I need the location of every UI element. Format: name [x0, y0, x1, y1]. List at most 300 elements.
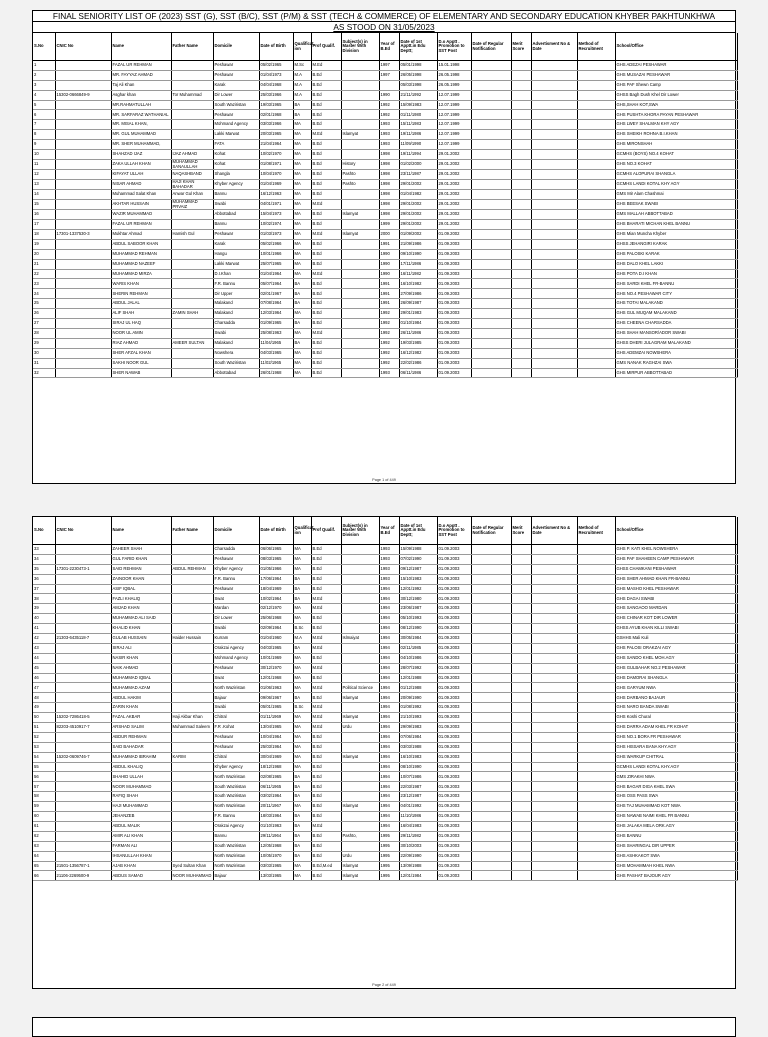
cell-school-office: GHSS Bagh Dush Khel Dir Lower: [615, 90, 737, 100]
cell-qualification: MA: [293, 170, 311, 180]
cell-prof-qualification: B.Ed: [311, 249, 341, 259]
cell-qualification: BA: [293, 831, 311, 841]
cell-father-name: [171, 368, 213, 378]
cell-subjects: [341, 70, 379, 80]
cell-sno: 17: [33, 220, 55, 230]
cell-advertisement: [531, 328, 577, 338]
cell-dob: 25/07/1965: [259, 259, 293, 269]
cell-cnic: [55, 653, 111, 663]
cell-name: ZAHEER SHAH: [111, 545, 171, 555]
cell-domicile: Hangu: [213, 249, 259, 259]
cell-first-appointment: 29/01/2002: [399, 210, 437, 220]
cell-qualification: MA: [293, 190, 311, 200]
cell-merit-score: [511, 61, 531, 71]
cell-sst-promotion: 01.09.2003: [437, 871, 471, 881]
cell-subjects: [341, 653, 379, 663]
cell-father-name: AMEER SULTAN: [171, 338, 213, 348]
cell-cnic: [55, 289, 111, 299]
table-row: [33, 200, 737, 210]
cell-domicile: Chitral: [213, 752, 259, 762]
cell-prof-qualification: B.Ed: [311, 368, 341, 378]
cell-subjects: [341, 584, 379, 594]
cell-merit-score: [511, 120, 531, 130]
cell-father-name: [171, 624, 213, 634]
cell-first-appointment: 01/04/1982: [399, 190, 437, 200]
header-merit-score: Merit Score: [511, 33, 531, 61]
cell-qualification: BA: [293, 693, 311, 703]
cell-name: MR.RAHMATULLAH: [111, 100, 171, 110]
cell-merit-score: [511, 772, 531, 782]
cell-qualification: BA: [293, 319, 311, 329]
cell-prof-qualification: B.Ed: [311, 673, 341, 683]
cell-regular-notification: [471, 130, 511, 140]
cell-domicile: North Waziristan: [213, 683, 259, 693]
cell-domicile: Bajaur: [213, 871, 259, 881]
cell-domicile: Peshawar: [213, 554, 259, 564]
cell-regular-notification: [471, 604, 511, 614]
cell-sno: 47: [33, 683, 55, 693]
cell-domicile: Peshawar: [213, 110, 259, 120]
cell-subjects: [341, 564, 379, 574]
cell-method: [577, 120, 615, 130]
header-merit-score: Merit Score: [511, 517, 531, 545]
header-name: Name: [111, 33, 171, 61]
cell-bed-year: 2000: [379, 230, 399, 240]
table-row: [33, 841, 737, 851]
header-sno: S.No: [33, 33, 55, 61]
cell-qualification: M.A: [293, 70, 311, 80]
cell-advertisement: [531, 742, 577, 752]
cell-prof-qualification: B.Ed: [311, 120, 341, 130]
cell-name: AKHTAR HUSSAIN: [111, 200, 171, 210]
cell-qualification: M.A: [293, 634, 311, 644]
cell-domicile: Kohat: [213, 159, 259, 169]
cell-sst-promotion: 12.07.1999: [437, 130, 471, 140]
cell-dob: 06/11/1965: [259, 782, 293, 792]
cell-qualification: MA: [293, 328, 311, 338]
cell-prof-qualification: B.Ed: [311, 319, 341, 329]
cell-father-name: Haider Hussain: [171, 634, 213, 644]
cell-merit-score: [511, 90, 531, 100]
cell-qualification: BA: [293, 574, 311, 584]
cell-first-appointment: 01/10/1984: [399, 319, 437, 329]
cell-method: [577, 752, 615, 762]
cell-method: [577, 574, 615, 584]
cell-subjects: Islamyat: [341, 130, 379, 140]
cell-subjects: Islamyat: [341, 230, 379, 240]
cell-domicile: Mardan: [213, 604, 259, 614]
cell-name: Taj Ali Khan: [111, 80, 171, 90]
cell-method: [577, 614, 615, 624]
cell-merit-score: [511, 792, 531, 802]
cell-qualification: MA: [293, 159, 311, 169]
cell-father-name: [171, 348, 213, 358]
cell-prof-qualification: B.Ed: [311, 732, 341, 742]
cell-prof-qualification: B.Ed: [311, 693, 341, 703]
cell-dob: 18/12/1968: [259, 762, 293, 772]
table-row: [33, 130, 737, 140]
cell-advertisement: [531, 841, 577, 851]
cell-cnic: [55, 299, 111, 309]
cell-first-appointment: 15/09/1983: [399, 100, 437, 110]
cell-bed-year: 1993: [379, 368, 399, 378]
cell-sst-promotion: 01.09.2003: [437, 713, 471, 723]
cell-dob: 01/08/1971: [259, 159, 293, 169]
cell-sst-promotion: 12.07.1999: [437, 100, 471, 110]
cell-qualification: MA: [293, 150, 311, 160]
cell-name: ABDUL HAKIM: [111, 693, 171, 703]
cell-sst-promotion: 01.09.2003: [437, 249, 471, 259]
cell-bed-year: 1998: [379, 170, 399, 180]
cell-method: [577, 703, 615, 713]
cell-school-office: GHS SHARINGAL DIR UPPER: [615, 841, 737, 851]
cell-dob: 30/04/1969: [259, 752, 293, 762]
cell-regular-notification: [471, 150, 511, 160]
cell-name: NOOR MUHAMMAD: [111, 782, 171, 792]
cell-regular-notification: [471, 61, 511, 71]
cell-cnic: 21303-6435118-7: [55, 634, 111, 644]
cell-method: [577, 80, 615, 90]
cell-advertisement: [531, 762, 577, 772]
cell-method: [577, 554, 615, 564]
cell-merit-score: [511, 663, 531, 673]
cell-domicile: South Waziristan: [213, 100, 259, 110]
cell-qualification: MA: [293, 348, 311, 358]
cell-merit-score: [511, 348, 531, 358]
cell-method: [577, 762, 615, 772]
cell-cnic: [55, 279, 111, 289]
cell-name: MR. SARFARAZ WATHANIAL: [111, 110, 171, 120]
cell-sno: 55: [33, 762, 55, 772]
cell-method: [577, 782, 615, 792]
cell-advertisement: [531, 299, 577, 309]
cell-prof-qualification: M.Ed: [311, 594, 341, 604]
cell-advertisement: [531, 564, 577, 574]
table-row: [33, 220, 737, 230]
cell-dob: 02/01/1967: [259, 289, 293, 299]
cell-regular-notification: [471, 279, 511, 289]
cell-advertisement: [531, 782, 577, 792]
cell-name: MUHAMMAD IQBAL: [111, 673, 171, 683]
cell-prof-qualification: M.Ed: [311, 703, 341, 713]
cell-merit-score: [511, 220, 531, 230]
cell-sno: 64: [33, 851, 55, 861]
cell-dob: 01/04/1964: [259, 269, 293, 279]
cell-sno: 56: [33, 772, 55, 782]
cell-first-appointment: 16/10/1983: [399, 752, 437, 762]
table-row: [33, 358, 737, 368]
cell-bed-year: 1992: [379, 110, 399, 120]
cell-sno: 10: [33, 150, 55, 160]
cell-advertisement: [531, 179, 577, 189]
cell-regular-notification: [471, 851, 511, 861]
cell-merit-score: [511, 871, 531, 881]
cell-prof-qualification: B.Ed: [311, 170, 341, 180]
cell-domicile: Dir Lower: [213, 90, 259, 100]
cell-merit-score: [511, 179, 531, 189]
cell-name: KHALID KHAN: [111, 624, 171, 634]
cell-name: SHER NAWAB: [111, 368, 171, 378]
cell-domicile: Lakki Marwat: [213, 259, 259, 269]
cell-prof-qualification: M.Ed: [311, 663, 341, 673]
cell-domicile: Khyber Agency: [213, 762, 259, 772]
cell-cnic: [55, 742, 111, 752]
cell-merit-score: [511, 634, 531, 644]
cell-prof-qualification: M.Ed: [311, 269, 341, 279]
cell-domicile: Swabi: [213, 328, 259, 338]
cell-advertisement: [531, 723, 577, 733]
table-row: [33, 90, 737, 100]
table-row: [33, 70, 737, 80]
cell-method: [577, 732, 615, 742]
cell-prof-qualification: M.Ed: [311, 643, 341, 653]
cell-sst-promotion: 29.01.2002: [437, 200, 471, 210]
cell-name: RAFIQ SHAH: [111, 792, 171, 802]
cell-regular-notification: [471, 574, 511, 584]
cell-first-appointment: 04/10/1986: [399, 653, 437, 663]
cell-sno: 13: [33, 179, 55, 189]
cell-sst-promotion: 01.09.2003: [437, 772, 471, 782]
cell-advertisement: [531, 110, 577, 120]
cell-first-appointment: 29/09/1983: [399, 723, 437, 733]
cell-school-office: GHS LWEY SHALMAN KHY AGY: [615, 120, 737, 130]
cell-prof-qualification: M.Ed: [311, 683, 341, 693]
cell-prof-qualification: B.Ed: [311, 831, 341, 841]
cell-bed-year: 1994: [379, 703, 399, 713]
header-advertisement: Advertisment No & Date: [531, 33, 577, 61]
header-subjects: Subject(s) in Master With Division: [341, 33, 379, 61]
cell-advertisement: [531, 210, 577, 220]
title-line-2: AS STOOD ON 31/05/2023: [333, 22, 435, 32]
cell-sst-promotion: 15.01.1998: [437, 61, 471, 71]
cell-advertisement: [531, 239, 577, 249]
cell-dob: 11/04/1965: [259, 338, 293, 348]
cell-domicile: FATA: [213, 140, 259, 150]
cell-first-appointment: 21/10/1993: [399, 713, 437, 723]
cell-father-name: [171, 554, 213, 564]
cell-name: GUL FARID KHAN: [111, 554, 171, 564]
cell-qualification: BA: [293, 792, 311, 802]
cell-sno: 35: [33, 564, 55, 574]
table-row: [33, 309, 737, 319]
cell-school-office: GHS NARO BANDA SWABI: [615, 703, 737, 713]
cell-advertisement: [531, 309, 577, 319]
cell-qualification: MA: [293, 269, 311, 279]
cell-merit-score: [511, 851, 531, 861]
cell-sst-promotion: 01.09.2003: [437, 338, 471, 348]
cell-bed-year: 1991: [379, 299, 399, 309]
cell-name: NASIR KHAN: [111, 653, 171, 663]
cell-domicile: Mohmand Agency: [213, 120, 259, 130]
table-row: [33, 338, 737, 348]
cell-subjects: Islamyat: [341, 802, 379, 812]
cell-advertisement: [531, 614, 577, 624]
cell-domicile: Swat: [213, 673, 259, 683]
cell-qualification: BA: [293, 772, 311, 782]
cell-cnic: [55, 703, 111, 713]
cell-merit-score: [511, 604, 531, 614]
header-prof-qualification: Prof Qualif.: [311, 33, 341, 61]
cell-dob: 02/08/1965: [259, 772, 293, 782]
cell-method: [577, 200, 615, 210]
cell-father-name: [171, 821, 213, 831]
cell-domicile: Nowshera: [213, 348, 259, 358]
cell-father-name: [171, 110, 213, 120]
cell-father-name: [171, 762, 213, 772]
cell-sst-promotion: 01.09.2003: [437, 703, 471, 713]
cell-dob: 12/01/1968: [259, 673, 293, 683]
cell-father-name: [171, 574, 213, 584]
cell-father-name: [171, 831, 213, 841]
cell-qualification: BA: [293, 299, 311, 309]
cell-sst-promotion: 01.09.2003: [437, 752, 471, 762]
cell-first-appointment: 21/11/1992: [399, 90, 437, 100]
cell-dob: 04/01/1971: [259, 200, 293, 210]
cell-method: [577, 338, 615, 348]
cell-qualification: B.Sc: [293, 703, 311, 713]
cell-domicile: D.I.Khan: [213, 269, 259, 279]
cell-domicile: Khyber Agency: [213, 564, 259, 574]
cell-regular-notification: [471, 259, 511, 269]
page-1: [32, 10, 736, 484]
cell-father-name: [171, 358, 213, 368]
cell-bed-year: 1994: [379, 584, 399, 594]
cell-prof-qualification: B.Ed,M.ed: [311, 861, 341, 871]
cell-name: SHAHID ULLAH: [111, 772, 171, 782]
cell-method: [577, 348, 615, 358]
cell-sno: 8: [33, 130, 55, 140]
cell-father-name: [171, 802, 213, 812]
cell-prof-qualification: B.Ed: [311, 190, 341, 200]
cell-method: [577, 61, 615, 71]
cell-regular-notification: [471, 230, 511, 240]
cell-sst-promotion: 01.09.2003: [437, 762, 471, 772]
cell-bed-year: 1994: [379, 821, 399, 831]
cell-school-office: GHS SARDI KHEL FR-BANNU: [615, 279, 737, 289]
cell-dob: 01/09/1965: [259, 319, 293, 329]
cell-dob: 25/03/1964: [259, 742, 293, 752]
cell-bed-year: 1994: [379, 812, 399, 822]
cell-sst-promotion: 01.09.2003: [437, 614, 471, 624]
cell-subjects: [341, 812, 379, 822]
cell-qualification: MA: [293, 614, 311, 624]
cell-merit-score: [511, 752, 531, 762]
cell-subjects: [341, 61, 379, 71]
cell-domicile: Peshawar: [213, 742, 259, 752]
cell-dob: 30/12/1970: [259, 663, 293, 673]
page-2: [32, 516, 736, 989]
cell-sno: 11: [33, 159, 55, 169]
table-row: [33, 210, 737, 220]
cell-regular-notification: [471, 792, 511, 802]
cell-dob: 25/08/1963: [259, 328, 293, 338]
cell-domicile: Malakand: [213, 299, 259, 309]
cell-father-name: [171, 693, 213, 703]
cell-first-appointment: 01/12/1988: [399, 683, 437, 693]
cell-cnic: [55, 624, 111, 634]
cell-prof-qualification: B.Ed: [311, 70, 341, 80]
cell-school-office: GHS DALO KHEL LAKKI: [615, 259, 737, 269]
cell-subjects: [341, 259, 379, 269]
cell-advertisement: [531, 732, 577, 742]
table-row: [33, 80, 737, 90]
cell-method: [577, 723, 615, 733]
cell-name: MR. MISAL KHAN,: [111, 120, 171, 130]
cell-subjects: History: [341, 159, 379, 169]
cell-regular-notification: [471, 742, 511, 752]
cell-prof-qualification: M.Ed: [311, 61, 341, 71]
cell-sst-promotion: 01.09.2003: [437, 782, 471, 792]
cell-father-name: [171, 604, 213, 614]
cell-advertisement: [531, 100, 577, 110]
cell-school-office: GHS SHEIKH ROHNA B.I.KHAN: [615, 130, 737, 140]
cell-bed-year: 1994: [379, 634, 399, 644]
cell-school-office: GHS WARKUP CHITRAL: [615, 752, 737, 762]
cell-subjects: Islamyat: [341, 752, 379, 762]
cell-qualification: BA: [293, 100, 311, 110]
cell-regular-notification: [471, 239, 511, 249]
cell-father-name: [171, 269, 213, 279]
cell-dob: 26/01/1968: [259, 368, 293, 378]
cell-cnic: [55, 80, 111, 90]
cell-advertisement: [531, 584, 577, 594]
header-qualification: Qualificat ion: [293, 517, 311, 545]
table-row: [33, 584, 737, 594]
cell-prof-qualification: B.Ed: [311, 220, 341, 230]
cell-name: MR. SHER MUHAMMAD,: [111, 140, 171, 150]
cell-first-appointment: 29/01/1983: [399, 309, 437, 319]
cell-school-office: GHS PALOSKI KARAK: [615, 249, 737, 259]
cell-first-appointment: 11/10/1986: [399, 812, 437, 822]
cell-school-office: GCMHS ALOPURAI SHANGLA: [615, 170, 737, 180]
cell-regular-notification: [471, 871, 511, 881]
cell-dob: 08/03/1965: [259, 554, 293, 564]
cell-sno: 27: [33, 319, 55, 329]
cell-name: GULAB HUSSAIN: [111, 634, 171, 644]
cell-dob: 01/04/1973: [259, 70, 293, 80]
table-row: [33, 249, 737, 259]
cell-sno: 24: [33, 289, 55, 299]
cell-advertisement: [531, 752, 577, 762]
header-dob: Date of Birth: [259, 33, 293, 61]
cell-domicile: Mohmand Agency: [213, 653, 259, 663]
cell-domicile: Malakand: [213, 338, 259, 348]
cell-subjects: [341, 289, 379, 299]
cell-dob: 01/05/1966: [259, 564, 293, 574]
header-school-office: School/Office: [615, 33, 737, 61]
cell-father-name: [171, 210, 213, 220]
cell-merit-score: [511, 210, 531, 220]
cell-name: SAID REHMAN: [111, 564, 171, 574]
cell-sst-promotion: 01.09.2003: [437, 564, 471, 574]
cell-first-appointment: 13/09/1988: [399, 861, 437, 871]
cell-dob: 29/11/1964: [259, 831, 293, 841]
cell-school-office: GHS P. KATI KHEL NOWSHERA: [615, 545, 737, 555]
cell-name: ZAINOOR KHAN: [111, 574, 171, 584]
cell-first-appointment: 17/11/1986: [399, 259, 437, 269]
cell-method: [577, 742, 615, 752]
cell-sst-promotion: 01.09.2003: [437, 358, 471, 368]
cell-subjects: Political Science: [341, 683, 379, 693]
cell-name: FARMAN ALI: [111, 841, 171, 851]
cell-sst-promotion: 29.01.2002: [437, 190, 471, 200]
cell-regular-notification: [471, 190, 511, 200]
table-row: [33, 851, 737, 861]
cell-advertisement: [531, 130, 577, 140]
cell-name: ABDUL JALAL: [111, 299, 171, 309]
cell-name: FAZLI KHALIQ: [111, 594, 171, 604]
cell-method: [577, 358, 615, 368]
